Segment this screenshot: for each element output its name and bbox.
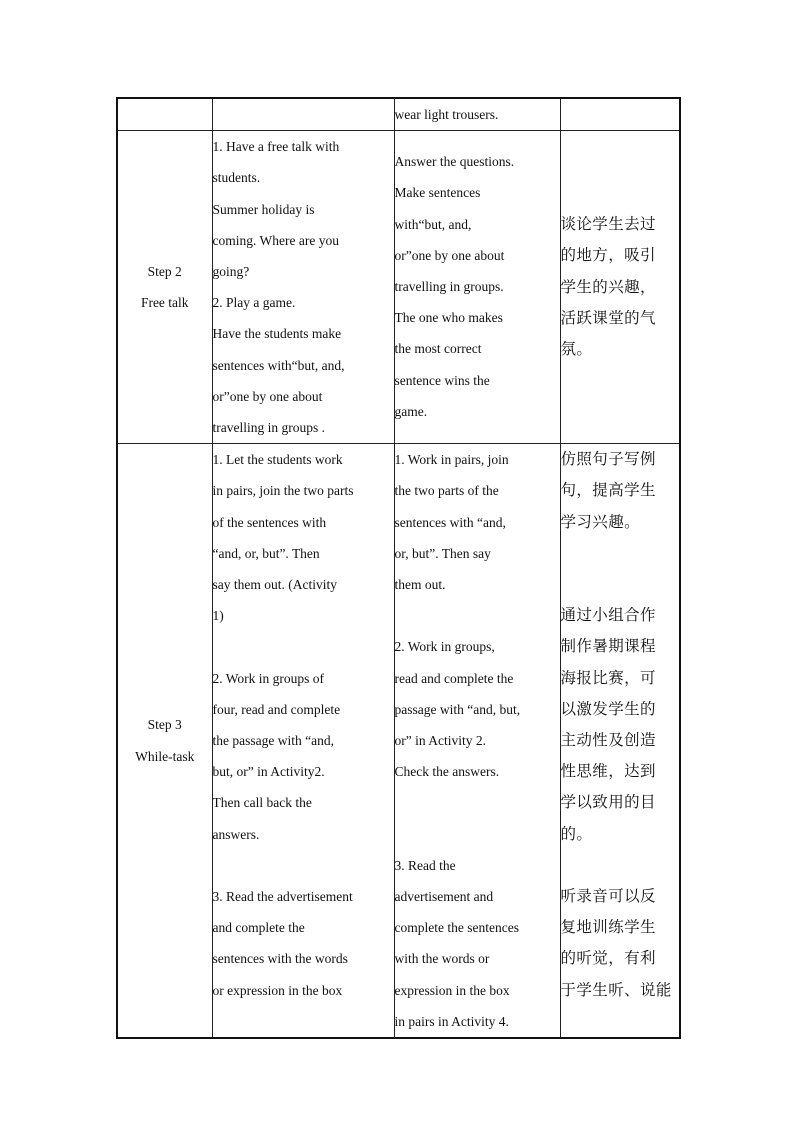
text-line: 1. Let the students work [212, 452, 343, 468]
text-line: the most correct [394, 341, 482, 357]
text-line: with the words or [394, 951, 490, 967]
text-line: four, read and complete [212, 701, 341, 717]
table-row [117, 444, 680, 1038]
text-line: 句，提高学生 [560, 481, 656, 500]
text-line: 通过小组合作 [560, 606, 656, 625]
text-line: answers. [212, 826, 260, 842]
text-line: advertisement and [394, 889, 494, 905]
text-line: 2. Work in groups, [394, 639, 495, 655]
text-line: 氛。 [560, 340, 593, 359]
text-line: expression in the box [394, 982, 510, 998]
text-line: 以激发学生的 [560, 699, 656, 718]
text-line: 复地训练学生 [560, 918, 656, 937]
text-line: sentences with the words [212, 951, 348, 967]
text-line: Summer holiday is [212, 201, 315, 217]
text-line: travelling in groups. [394, 279, 504, 295]
step-cell [117, 444, 212, 1038]
text-line: 学习兴趣。 [560, 512, 641, 531]
text-line: or expression in the box [212, 982, 343, 998]
step-cell [117, 131, 212, 444]
student-activity-cell [394, 444, 560, 1038]
text-line: the passage with “and, [212, 733, 334, 749]
text-line: the two parts of the [394, 483, 499, 499]
step-title: Free talk [140, 295, 189, 311]
text-line: in pairs, join the two parts [212, 483, 354, 499]
step-title: While-task [135, 748, 195, 764]
text-line: or, but”. Then say [394, 545, 491, 561]
text-line: 1. Work in pairs, join [394, 452, 509, 468]
text-line: students. [212, 170, 261, 186]
text-line: of the sentences with [212, 514, 327, 530]
text-line: 的地方，吸引 [560, 246, 656, 265]
text-line: travelling in groups . [212, 420, 325, 436]
text-line: “and, or, but”. Then [212, 545, 320, 561]
text-line: 3. Read the [394, 857, 456, 873]
text-line-blank [395, 600, 560, 631]
text-line: 制作暑期课程 [560, 637, 656, 656]
step-number: Step 2 [147, 264, 182, 280]
text-line: with“but, and, [394, 216, 472, 232]
text-line: Have the students make [212, 326, 342, 342]
purpose-cell [560, 444, 680, 1038]
text-line: 谈论学生去过 [560, 215, 656, 234]
text-line-blank [561, 850, 680, 881]
text-line: 2. Work in groups of [212, 670, 325, 686]
text-line: The one who makes [394, 310, 503, 326]
text-line: 2. Play a game. [212, 295, 296, 311]
text-line: 性思维，达到 [560, 762, 656, 781]
text-line: Answer the questions. [394, 154, 515, 170]
text-line: sentences with“but, and, [212, 357, 345, 373]
teacher-activity-cell [212, 131, 394, 444]
text-line: 海报比赛，可 [560, 668, 656, 687]
text-line: wear light trousers. [394, 107, 499, 122]
purpose-cell [560, 131, 680, 444]
text-line-blank [561, 538, 680, 569]
text-line: sentences with “and, [394, 514, 506, 530]
text-line-blank [395, 819, 560, 850]
text-line: sentence wins the [394, 372, 490, 388]
text-line: 的。 [560, 824, 593, 843]
text-line-blank [561, 569, 680, 600]
teacher-activity-cell-empty [212, 98, 394, 131]
table-row [117, 131, 680, 444]
text-line: 3. Read the advertisement [212, 889, 353, 905]
text-line: Make sentences [394, 185, 481, 201]
text-line: or”one by one about [212, 388, 323, 404]
text-line-blank [395, 787, 560, 818]
text-line: Check the answers. [394, 764, 500, 780]
teacher-activity-cell [212, 444, 394, 1038]
text-line: 1) [212, 608, 224, 624]
text-line: game. [394, 403, 428, 419]
text-line: 的听觉，有利 [560, 949, 656, 968]
text-line: passage with “and, but, [394, 701, 521, 717]
text-line: or” in Activity 2. [394, 733, 486, 749]
text-line: read and complete the [394, 670, 514, 686]
text-line: 听录音可以反 [560, 887, 656, 906]
text-line: coming. Where are you [212, 232, 339, 248]
text-line: 主动性及创造 [560, 731, 656, 750]
text-line: 活跃课堂的气 [560, 308, 656, 327]
text-line: going? [212, 264, 250, 280]
text-line: Then call back the [212, 795, 312, 811]
text-line: them out. [394, 577, 446, 593]
text-line: 1. Have a free talk with [212, 139, 340, 155]
text-line-blank [213, 850, 394, 881]
text-line: in pairs in Activity 4. [394, 1013, 509, 1029]
text-line: but, or” in Activity2. [212, 764, 325, 780]
student-activity-cell [394, 98, 560, 131]
text-line: or”one by one about [394, 247, 505, 263]
text-line: 学以致用的目 [560, 793, 656, 812]
text-line: 学生的兴趣， [560, 277, 656, 296]
table-row [117, 98, 680, 131]
text-line: 仿照句子写例 [560, 450, 656, 469]
lesson-plan-table [116, 97, 681, 1039]
step-number: Step 3 [147, 717, 182, 733]
text-line-blank [213, 631, 394, 662]
purpose-cell-empty [560, 98, 680, 131]
step-cell-empty [117, 98, 212, 131]
text-line: complete the sentences [394, 920, 519, 936]
student-activity-cell [394, 131, 560, 444]
text-line: 于学生听、说能 [560, 980, 672, 999]
text-line: and complete the [212, 920, 305, 936]
text-line: say them out. (Activity [212, 577, 337, 593]
